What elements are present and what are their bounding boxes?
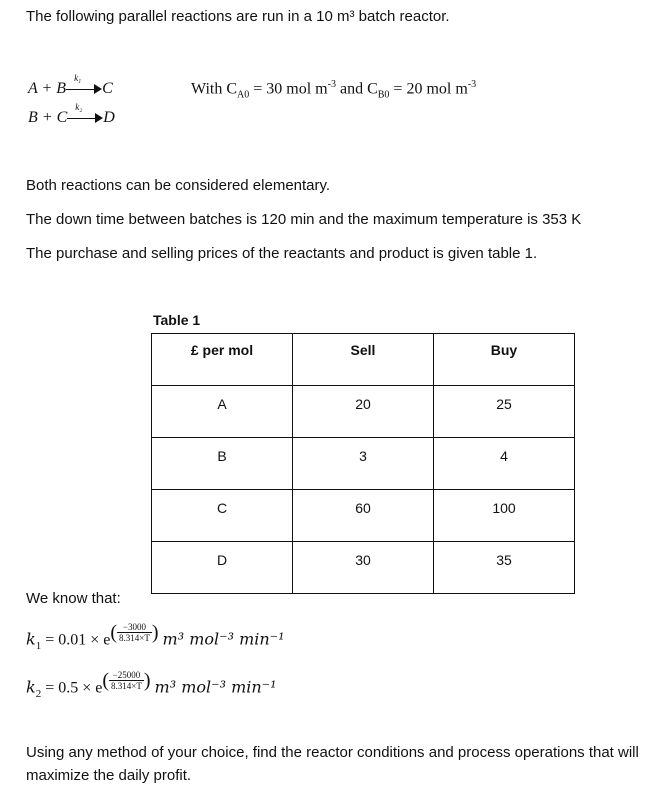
table-row	[152, 490, 575, 542]
table-header-cell: Buy	[434, 334, 575, 386]
reaction-2	[28, 102, 115, 127]
table-row	[152, 386, 575, 438]
conditions-a0-sub: A0	[237, 89, 250, 101]
k1-equation	[26, 622, 285, 652]
k2-equation	[26, 670, 277, 700]
table-cell: 4	[434, 438, 575, 490]
table-cell: C	[152, 490, 293, 542]
reaction-1-lhs: A + B	[28, 80, 67, 97]
prices-text: The purchase and selling prices of the reactants and product is given table 1.	[26, 245, 538, 262]
k2-exp-denominator: 8.314×T	[111, 681, 142, 691]
k2-exp-numerator: −25000	[109, 670, 144, 681]
k2-exponent: ( $\frac{-25000}{8.314\times T}$ )	[102, 669, 151, 692]
table-cell: 100	[434, 490, 575, 542]
reaction-arrow-icon	[67, 102, 103, 125]
k2-symbol: k	[26, 677, 36, 697]
table-cell: 25	[434, 386, 575, 438]
reaction-arrow-icon	[66, 73, 102, 96]
k1-symbol: k	[26, 629, 36, 649]
conditions-b0-sub: B0	[377, 89, 390, 101]
table-cell: D	[152, 542, 293, 594]
conditions-b0-exp: -3	[467, 79, 477, 90]
elementary-text: Both reactions can be considered elementary.	[26, 177, 331, 194]
table-cell: B	[152, 438, 293, 490]
k1-exponent: ( $\frac{-3000}{8.314\times T}$ )	[110, 621, 159, 644]
we-know-text: We know that:	[26, 590, 121, 607]
k2-sub: 2	[35, 687, 42, 700]
table-cell: 35	[434, 542, 575, 594]
conditions-a0-exp: -3	[327, 79, 336, 90]
reaction-2-rhs: D	[103, 109, 115, 126]
intro-text: The following parallel reactions are run in a 10 m³ batch reactor.	[26, 8, 450, 25]
price-table	[151, 333, 575, 594]
table-caption: Table 1	[153, 312, 201, 328]
k1-sub: 1	[35, 639, 42, 652]
conditions-a0-value: = 30 mol m	[253, 80, 328, 98]
downtime-text: The down time between batches is 120 min and the maximum temperature is 353 K	[26, 211, 582, 228]
conditions-with-label: With C	[191, 80, 238, 98]
reaction-2-lhs: B + C	[28, 109, 68, 126]
table-cell: 30	[293, 542, 434, 594]
table-cell: A	[152, 386, 293, 438]
k2-coefficient: = 0.5 × e	[41, 679, 103, 697]
conditions-b0-value: = 20 mol m	[393, 80, 468, 98]
k2-units: m³ mol⁻³ min⁻¹	[154, 677, 277, 697]
k1-coefficient: = 0.01 × e	[41, 631, 111, 649]
table-header-cell: Sell	[293, 334, 434, 386]
rate-constant-k2: k₂	[75, 102, 83, 113]
conditions-and-label: and C	[335, 80, 378, 98]
table-header-cell: £ per mol	[152, 334, 293, 386]
reaction-1-rhs: C	[102, 80, 113, 97]
k1-exp-numerator: −3000	[117, 622, 152, 633]
table-row	[152, 438, 575, 490]
k1-exp-denominator: 8.314×T	[119, 633, 150, 643]
task-line-2: maximize the daily profit.	[26, 767, 192, 784]
task-line-1: Using any method of your choice, find the reactor conditions and process operations that will	[26, 744, 639, 761]
rate-constant-k1: k₁	[74, 73, 82, 84]
reaction-1	[28, 73, 113, 98]
table-cell: 20	[293, 386, 434, 438]
table-header-row	[152, 334, 575, 386]
k1-units: m³ mol⁻³ min⁻¹	[162, 629, 285, 649]
table-cell: 3	[293, 438, 434, 490]
table-row	[152, 542, 575, 594]
table-cell: 60	[293, 490, 434, 542]
initial-conditions	[191, 79, 476, 101]
